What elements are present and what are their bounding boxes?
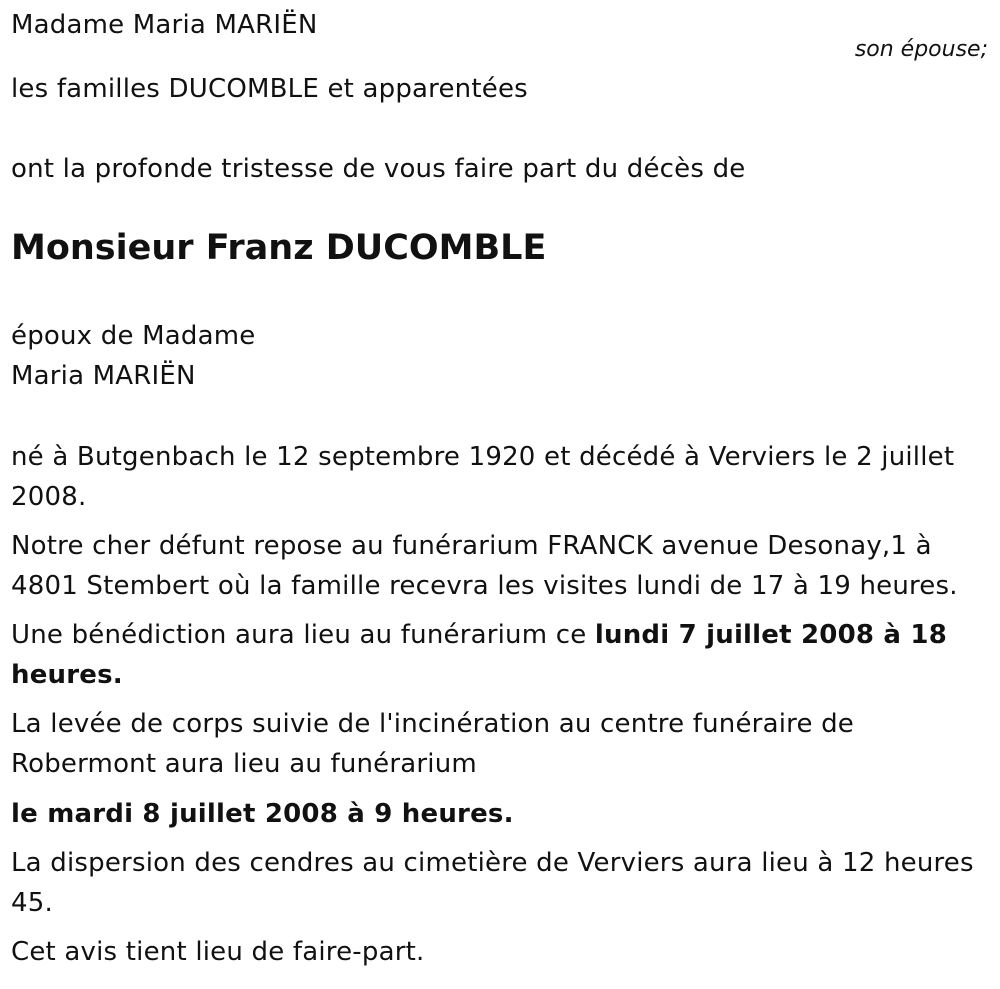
removal-paragraph: La levée de corps suivie de l'incinération au centre funéraire de Robermont aura lieu au funérarium xyxy=(11,709,855,779)
blessing-date: lundi 7 juillet 2008 à 18 heures. xyxy=(11,620,947,690)
notice-line: Cet avis tient lieu de faire-part. xyxy=(11,937,425,967)
spouse-of-line2: Maria MARIËN xyxy=(11,361,196,391)
removal-date xyxy=(11,794,986,834)
spouse-of-line1: époux de Madame xyxy=(11,321,256,351)
birth-death-paragraph: né à Butgenbach le 12 septembre 1920 et décédé à Verviers le 2 juillet 2008. xyxy=(11,442,955,512)
deceased-name: Monsieur Franz DUCOMBLE xyxy=(11,228,547,268)
families-line: les familles DUCOMBLE et apparentées xyxy=(11,74,528,104)
blessing-intro: Une bénédiction aura lieu au funérarium ce xyxy=(11,620,595,650)
spouse-relation: son épouse; xyxy=(854,37,988,62)
blessing-paragraph xyxy=(11,615,986,695)
announcement-line: ont la profonde tristesse de vous faire part du décès de xyxy=(11,154,746,184)
spouse-name: Madame Maria MARIËN xyxy=(11,10,318,40)
dispersion-paragraph: La dispersion des cendres au cimetière de Verviers aura lieu à 12 heures 45. xyxy=(11,848,974,918)
rest-paragraph: Notre cher défunt repose au funérarium FRANCK avenue Desonay,1 à 4801 Stembert où la famille recevra les visites lundi de 17 à 19 heures. xyxy=(11,531,958,601)
removal-date-text: le mardi 8 juillet 2008 à 9 heures. xyxy=(11,799,514,829)
